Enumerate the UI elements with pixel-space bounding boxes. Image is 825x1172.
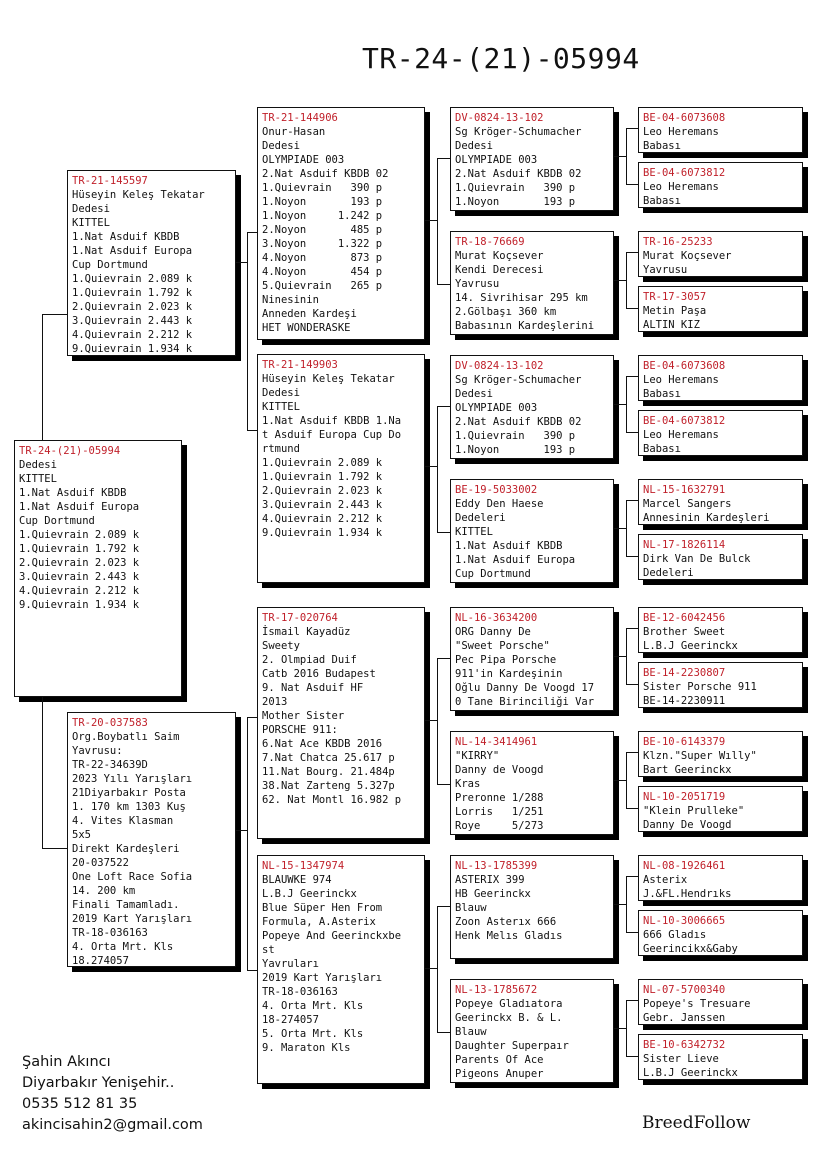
pedigree-line: 14. 200 km — [72, 885, 136, 897]
pedigree-line: 5x5 — [72, 829, 91, 841]
pedigree-line: 4.Quievrain 2.212 k — [72, 329, 193, 341]
pedigree-box-dsd — [450, 731, 614, 835]
ring-number: BE-14-2230807 — [643, 667, 726, 679]
pedigree-box-g4-12 — [638, 786, 803, 832]
ring-number: DV-0824-13-102 — [455, 360, 544, 372]
pedigree-box-sdd — [450, 479, 614, 583]
pedigree-line: 2.Nat Asduif KBDB 02 — [455, 168, 582, 180]
pedigree-line: J.&FL.Hendrıks — [643, 888, 732, 900]
pedigree-box-sire — [67, 170, 236, 356]
pedigree-box-g4-9 — [638, 607, 803, 653]
ring-number: BE-12-6042456 — [643, 612, 726, 624]
pedigree-line: 1.Nat Asduif Europa — [72, 245, 193, 257]
pedigree-line: "Sweet Porsche" — [455, 640, 550, 652]
pedigree-box-g4-13 — [638, 855, 803, 901]
pedigree-line: Sg Kröger-Schumacher — [455, 374, 582, 386]
pedigree-line: 2.Gölbaşı 360 km — [455, 306, 557, 318]
ring-number: BE-04-6073608 — [643, 360, 726, 372]
pedigree-box-g4-7 — [638, 479, 803, 525]
pedigree-line: 4.Quievrain 2.212 k — [19, 585, 140, 597]
ring-number: NL-13-1785672 — [455, 984, 538, 996]
pedigree-line: TR-18-036163 — [72, 927, 148, 939]
pedigree-line: "Klein Prulleke" — [643, 805, 745, 817]
pedigree-line: L.B.J Geerinckx — [643, 640, 738, 652]
pedigree-line: Leo Heremans — [643, 181, 719, 193]
pedigree-line: Kendi Derecesi — [455, 264, 544, 276]
pedigree-line: 4.Noyon 873 p — [262, 252, 383, 264]
pedigree-line: 1.Quievrain 2.089 k — [19, 529, 140, 541]
pedigree-line: Dedeleri — [643, 567, 694, 579]
pedigree-line: TR-22-34639D — [72, 759, 148, 771]
owner-location: Diyarbakır Yenişehir.. — [22, 1075, 175, 1091]
pedigree-box-g4-2 — [638, 162, 803, 208]
pedigree-line: 1.Noyon 1.242 p — [262, 210, 383, 222]
pedigree-line: Mother Sister — [262, 710, 345, 722]
pedigree-line: KITTEL — [19, 473, 57, 485]
pedigree-line: Lorris 1/251 — [455, 806, 544, 818]
ring-number: NL-15-1632791 — [643, 484, 726, 496]
owner-contact — [22, 1052, 203, 1136]
pedigree-line: 3.Quievrain 2.443 k — [19, 571, 140, 583]
pedigree-line: Babası — [643, 443, 681, 455]
pedigree-box-ssd — [450, 231, 614, 335]
pedigree-line: 2013 — [262, 696, 288, 708]
pedigree-line: L.B.J Geerinckx — [262, 888, 357, 900]
pedigree-line: 1.Nat Asduif KBDB 1.Na — [262, 415, 402, 427]
pedigree-line: 1.Quievrain 390 p — [455, 182, 576, 194]
pedigree-line: OLYMPIADE 003 — [455, 402, 538, 414]
pedigree-line: Daughter Superpaır — [455, 1040, 569, 1052]
pedigree-box-ddd — [450, 979, 614, 1083]
ring-number: NL-08-1926461 — [643, 860, 726, 872]
pedigree-line: HET WONDERASKE — [262, 322, 351, 334]
ring-number: BE-04-6073608 — [643, 112, 726, 124]
pedigree-line: Geerinckx B. & L. — [455, 1012, 563, 1024]
pedigree-box-subject — [14, 440, 182, 697]
pedigree-line: 2.Nat Asduif KBDB 02 — [455, 416, 582, 428]
pedigree-line: Leo Heremans — [643, 374, 719, 386]
pedigree-line: 1.Quievrain 390 p — [262, 182, 383, 194]
pedigree-line: 9.Quievrain 1.934 k — [19, 599, 140, 611]
pedigree-line: 14. Sivrihisar 295 km — [455, 292, 588, 304]
pedigree-line: Cup Dortmund — [19, 515, 95, 527]
pedigree-line: 3.Quievrain 2.443 k — [72, 315, 193, 327]
pedigree-line: 18-274057 — [262, 1014, 319, 1026]
pedigree-line: 2.Quievrain 2.023 k — [262, 485, 383, 497]
pedigree-line: Dirk Van De Bulck — [643, 553, 751, 565]
pedigree-line: 9.Quievrain 1.934 k — [72, 343, 193, 355]
pedigree-line: 1.Nat Asduif KBDB — [455, 540, 563, 552]
pedigree-line: 1.Quievrain 1.792 k — [72, 287, 193, 299]
pedigree-line: BLAUWKE 974 — [262, 874, 332, 886]
pedigree-line: Kras — [455, 778, 481, 790]
pedigree-line: Geerincikx&Gaby — [643, 943, 738, 955]
pedigree-line: Babası — [643, 388, 681, 400]
pedigree-line: Yavrusu: — [72, 745, 123, 757]
pedigree-line: One Loft Race Sofia — [72, 871, 193, 883]
ring-number: NL-14-3414961 — [455, 736, 538, 748]
pedigree-line: Danny de Voogd — [455, 764, 544, 776]
pedigree-box-sss — [450, 107, 614, 211]
ring-number: TR-17-020764 — [262, 612, 338, 624]
ring-number: TR-17-3057 — [643, 291, 707, 303]
pedigree-line: İsmail Kayadüz — [262, 626, 351, 638]
ring-number: BE-04-6073812 — [643, 415, 726, 427]
pedigree-line: 21Diyarbakır Posta — [72, 787, 186, 799]
pedigree-line: Klzn."Super Wılly" — [643, 750, 757, 762]
pedigree-box-g4-11 — [638, 731, 803, 777]
pedigree-line: 3.Quievrain 2.443 k — [262, 499, 383, 511]
pedigree-line: Dedeleri — [455, 512, 506, 524]
pedigree-box-g4-8 — [638, 534, 803, 580]
pedigree-box-sire-dam — [257, 354, 425, 583]
pedigree-line: Yavruları — [262, 958, 319, 970]
pedigree-line: 62. Nat Montl 16.982 p — [262, 794, 402, 806]
ring-number: DV-0824-13-102 — [455, 112, 544, 124]
pedigree-line: Catb 2016 Budapest — [262, 668, 376, 680]
ring-number-title: TR-24-(21)-05994 — [362, 42, 640, 75]
pedigree-line: 1.Noyon 193 p — [262, 196, 383, 208]
pedigree-line: Murat Koçsever — [643, 250, 732, 262]
ring-number: NL-17-1826114 — [643, 539, 726, 551]
ring-number: BE-10-6342732 — [643, 1039, 726, 1051]
pedigree-box-dam — [67, 712, 236, 967]
ring-number: TR-20-037583 — [72, 717, 148, 729]
pedigree-line: 1.Quievrain 1.792 k — [19, 543, 140, 555]
ring-number: NL-16-3634200 — [455, 612, 538, 624]
pedigree-line: 4. Orta Mrt. Kls — [72, 941, 174, 953]
pedigree-line: 2.Noyon 485 p — [262, 224, 383, 236]
pedigree-line: Roye 5/273 — [455, 820, 544, 832]
pedigree-line: PORSCHE 911: — [262, 724, 338, 736]
owner-name: Şahin Akıncı — [22, 1054, 111, 1070]
pedigree-box-g4-1 — [638, 107, 803, 153]
pedigree-line: Metin Paşa — [643, 305, 707, 317]
pedigree-line: Cup Dortmund — [455, 568, 531, 580]
pedigree-line: 9.Quievrain 1.934 k — [262, 527, 383, 539]
pedigree-line: Popeye And Geerinckxbe — [262, 930, 402, 942]
ring-number: NL-15-1347974 — [262, 860, 345, 872]
pedigree-line: Sg Kröger-Schumacher — [455, 126, 582, 138]
pedigree-line: Hüseyin Keleş Tekatar — [262, 373, 395, 385]
pedigree-line: 1.Quievrain 390 p — [455, 430, 576, 442]
pedigree-box-g4-16 — [638, 1034, 803, 1080]
pedigree-box-g4-10 — [638, 662, 803, 708]
ring-number: TR-18-76669 — [455, 236, 525, 248]
pedigree-line: 4. Vites Klasman — [72, 815, 174, 827]
pedigree-line: Eddy Den Haese — [455, 498, 544, 510]
pedigree-line: 2019 Kart Yarışları — [72, 913, 193, 925]
pedigree-line: KITTEL — [72, 217, 110, 229]
brand-label: BreedFollow — [642, 1113, 751, 1133]
pedigree-line: t Asduif Europa Cup Do — [262, 429, 402, 441]
pedigree-line: Dedesi — [262, 140, 300, 152]
pedigree-line: 2.Quievrain 2.023 k — [72, 301, 193, 313]
pedigree-line: KITTEL — [262, 401, 300, 413]
pedigree-line: Oğlu Danny De Voogd 17 — [455, 682, 595, 694]
pedigree-line: 9. Nat Asduif HF — [262, 682, 364, 694]
pedigree-line: 1.Quievrain 2.089 k — [72, 273, 193, 285]
pedigree-line: 1.Quievrain 1.792 k — [262, 471, 383, 483]
pedigree-line: Org.Boybatlı Saim — [72, 731, 180, 743]
pedigree-box-g4-15 — [638, 979, 803, 1025]
pedigree-line: Hüseyin Keleş Tekatar — [72, 189, 205, 201]
pedigree-box-dam-dam — [257, 855, 425, 1084]
pedigree-line: 1.Quievrain 2.089 k — [262, 457, 383, 469]
pedigree-line: 5. Orta Mrt. Kls — [262, 1028, 364, 1040]
pedigree-line: 2. Olmpiad Duif — [262, 654, 357, 666]
pedigree-line: Blue Süper Hen From — [262, 902, 383, 914]
pedigree-line: 1.Nat Asduif Europa — [19, 501, 140, 513]
pedigree-line: Popeye's Tresuare — [643, 998, 751, 1010]
pedigree-line: Pigeons Anuper — [455, 1068, 544, 1080]
pedigree-line: Formula, A.Asterix — [262, 916, 376, 928]
pedigree-line: L.B.J Geerinckx — [643, 1067, 738, 1079]
ring-number: BE-10-6143379 — [643, 736, 726, 748]
pedigree-box-g4-4 — [638, 286, 803, 332]
ring-number: TR-21-149903 — [262, 359, 338, 371]
pedigree-line: 1.Nat Asduif Europa — [455, 554, 576, 566]
pedigree-line: Babasının Kardeşlerini — [455, 320, 595, 332]
pedigree-box-g4-3 — [638, 231, 803, 277]
pedigree-line: Dedesi — [19, 459, 57, 471]
pedigree-line: 2019 Kart Yarışları — [262, 972, 383, 984]
pedigree-line: Danny De Voogd — [643, 819, 732, 831]
pedigree-line: 38.Nat Zarteng 5.327p — [262, 780, 395, 792]
pedigree-box-dam-sire — [257, 607, 425, 839]
pedigree-line: Gebr. Janssen — [643, 1012, 726, 1024]
pedigree-line: Marcel Sangers — [643, 498, 732, 510]
pedigree-line: 0 Tane Birinciliği Var — [455, 696, 595, 708]
pedigree-line: 666 Gladıs — [643, 929, 707, 941]
ring-number: BE-04-6073812 — [643, 167, 726, 179]
pedigree-box-g4-6 — [638, 410, 803, 456]
ring-number: NL-10-2051719 — [643, 791, 726, 803]
ring-number: NL-13-1785399 — [455, 860, 538, 872]
pedigree-line: 1. 170 km 1303 Kuş — [72, 801, 186, 813]
pedigree-line: 2.Nat Asduif KBDB 02 — [262, 168, 389, 180]
pedigree-line: 6.Nat Ace KBDB 2016 — [262, 738, 383, 750]
pedigree-line: Bart Geerinckx — [643, 764, 732, 776]
ring-number: TR-24-(21)-05994 — [19, 445, 121, 457]
ring-number: TR-16-25233 — [643, 236, 713, 248]
pedigree-line: Babası — [643, 140, 681, 152]
pedigree-line: Blauw — [455, 902, 487, 914]
pedigree-box-sds — [450, 355, 614, 459]
pedigree-line: 1.Nat Asduif KBDB — [72, 231, 180, 243]
pedigree-line: Sweety — [262, 640, 300, 652]
pedigree-line: Dedesi — [455, 388, 493, 400]
pedigree-line: KITTEL — [455, 526, 493, 538]
pedigree-line: Cup Dortmund — [72, 259, 148, 271]
pedigree-line: Ninesinin — [262, 294, 319, 306]
pedigree-line: 20-037522 — [72, 857, 129, 869]
pedigree-line: 3.Noyon 1.322 p — [262, 238, 383, 250]
pedigree-line: Zoon Asterıx 666 — [455, 916, 557, 928]
pedigree-line: 2023 Yılı Yarışları — [72, 773, 193, 785]
pedigree-line: ORG Danny De — [455, 626, 531, 638]
pedigree-line: Brother Sweet — [643, 626, 726, 638]
pedigree-line: Onur-Hasan — [262, 126, 326, 138]
ring-number: BE-19-5033002 — [455, 484, 538, 496]
pedigree-line: rtmund — [262, 443, 300, 455]
pedigree-line: 2.Quievrain 2.023 k — [19, 557, 140, 569]
pedigree-line: Yavrusu — [455, 278, 500, 290]
pedigree-line: 9. Maraton Kls — [262, 1042, 351, 1054]
pedigree-line: 11.Nat Bourg. 21.484p — [262, 766, 395, 778]
pedigree-line: BE-14-2230911 — [643, 695, 726, 707]
pedigree-line: OLYMPIADE 003 — [262, 154, 345, 166]
pedigree-box-g4-5 — [638, 355, 803, 401]
pedigree-line: Dedesi — [262, 387, 300, 399]
pedigree-line: TR-18-036163 — [262, 986, 338, 998]
pedigree-line: Preronne 1/288 — [455, 792, 544, 804]
pedigree-line: 4.Quievrain 2.212 k — [262, 513, 383, 525]
pedigree-box-dss — [450, 607, 614, 711]
pedigree-box-dds — [450, 855, 614, 959]
pedigree-line: Sister Lieve — [643, 1053, 719, 1065]
pedigree-line: Leo Heremans — [643, 126, 719, 138]
pedigree-line: 1.Noyon 193 p — [455, 444, 576, 456]
pedigree-line: Popeye Gladıatora — [455, 998, 563, 1010]
pedigree-line: Finali Tamamladı. — [72, 899, 180, 911]
pedigree-line: Pec Pipa Porsche — [455, 654, 557, 666]
pedigree-line: Dedesi — [455, 140, 493, 152]
pedigree-line: Anneden Kardeşi — [262, 308, 357, 320]
owner-email: akincisahin2@gmail.com — [22, 1117, 203, 1133]
pedigree-box-sire-sire — [257, 107, 425, 340]
ring-number: NL-10-3006665 — [643, 915, 726, 927]
pedigree-line: Dedesi — [72, 203, 110, 215]
ring-number: TR-21-145597 — [72, 175, 148, 187]
pedigree-line: 1.Nat Asduif KBDB — [19, 487, 127, 499]
pedigree-box-g4-14 — [638, 910, 803, 956]
pedigree-line: Sister Porsche 911 — [643, 681, 757, 693]
pedigree-line: ASTERIX 399 — [455, 874, 525, 886]
pedigree-line: st — [262, 944, 275, 956]
pedigree-line: Blauw — [455, 1026, 487, 1038]
pedigree-line: 18.274057 — [72, 955, 129, 967]
ring-number: TR-21-144906 — [262, 112, 338, 124]
owner-phone: 0535 512 81 35 — [22, 1096, 138, 1112]
pedigree-line: Murat Koçsever — [455, 250, 544, 262]
pedigree-line: 911'in Kardeşinin — [455, 668, 563, 680]
pedigree-line: 4. Orta Mrt. Kls — [262, 1000, 364, 1012]
pedigree-line: Yavrusu — [643, 264, 688, 276]
pedigree-line: ALTIN KIZ — [643, 319, 700, 331]
pedigree-line: 5.Quievrain 265 p — [262, 280, 383, 292]
pedigree-line: OLYMPIADE 003 — [455, 154, 538, 166]
pedigree-line: "KIRRY" — [455, 750, 500, 762]
pedigree-line: Henk Melıs Gladıs — [455, 930, 563, 942]
pedigree-line: HB Geerinckx — [455, 888, 531, 900]
pedigree-line: Leo Heremans — [643, 429, 719, 441]
pedigree-line: 7.Nat Chatca 25.617 p — [262, 752, 395, 764]
ring-number: NL-07-5700340 — [643, 984, 726, 996]
pedigree-line: Asterix — [643, 874, 688, 886]
pedigree-line: 4.Noyon 454 p — [262, 266, 383, 278]
pedigree-line: Parents Of Ace — [455, 1054, 544, 1066]
pedigree-line: 1.Noyon 193 p — [455, 196, 576, 208]
pedigree-line: Annesinin Kardeşleri — [643, 512, 770, 524]
pedigree-line: Direkt Kardeşleri — [72, 843, 180, 855]
pedigree-line: Babası — [643, 195, 681, 207]
